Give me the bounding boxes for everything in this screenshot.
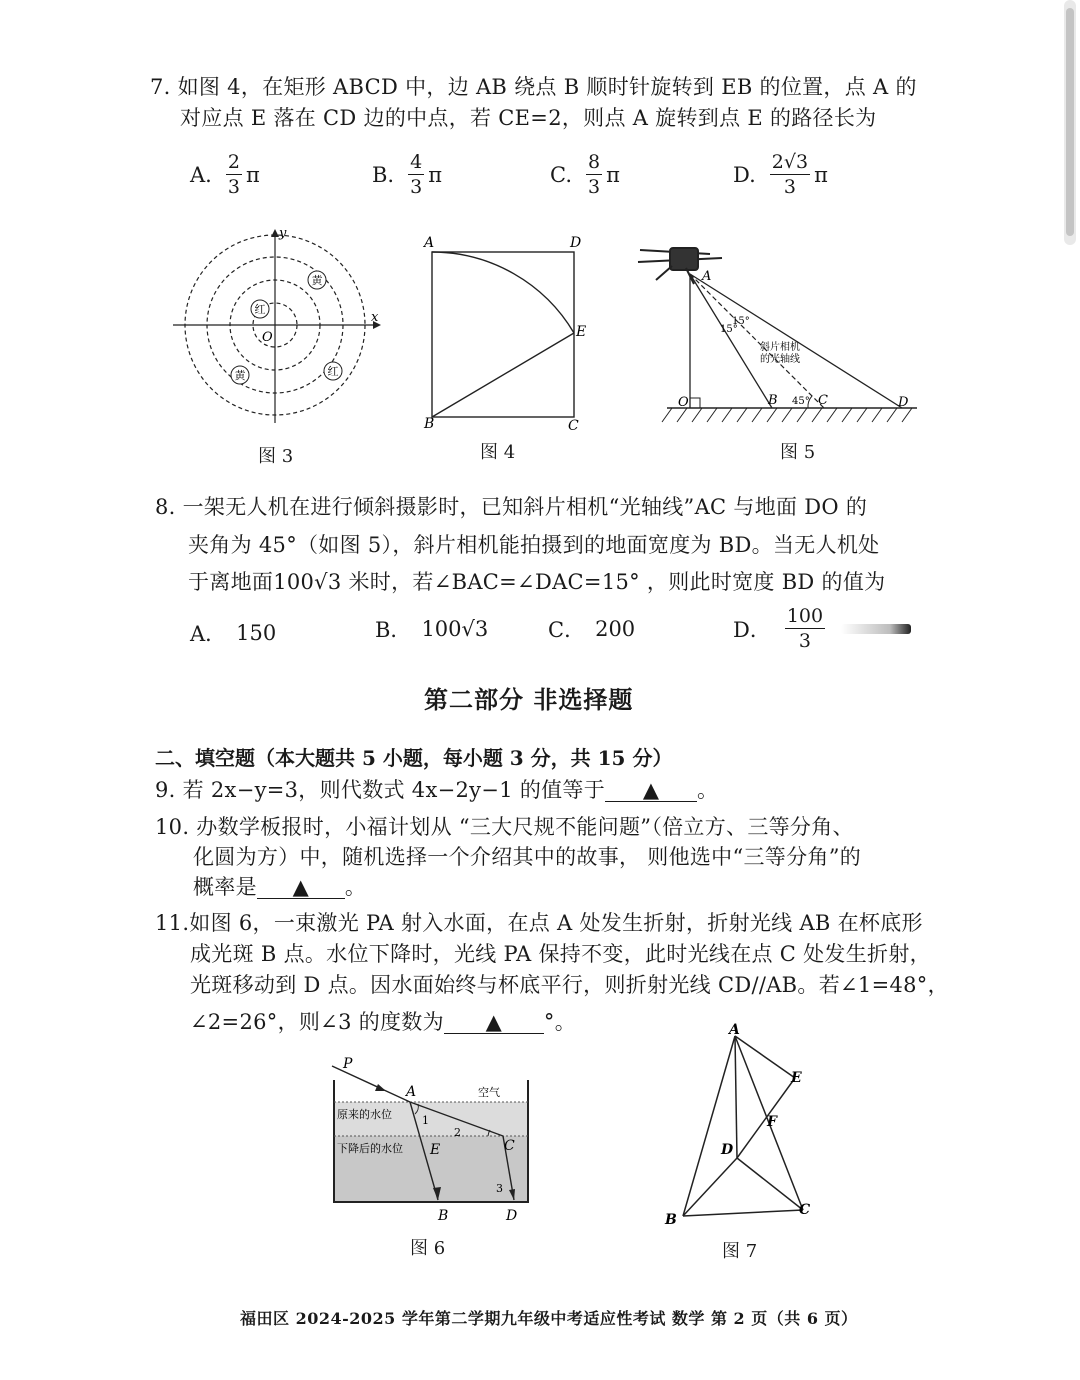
q11-line2: 成光斑 B 点。水位下降时，光线 PA 保持不变，此时光线在点 C 处发生折射， [190,942,931,966]
q8-line2: 夹角为 45°（如图 5），斜片相机能拍摄到的地面宽度为 BD。当无人机处 [188,533,880,557]
figure-3 [165,225,385,425]
section-heading: 二、填空题（本大题共 5 小题，每小题 3 分，共 15 分） [155,746,673,770]
svg-text:C: C [818,393,828,408]
svg-text:D: D [570,235,582,251]
marker-yellow: 黄 [311,274,323,287]
fig5-caption: 图 5 [780,442,816,463]
svg-text:斜片相机: 斜片相机 [760,342,800,353]
svg-text:1: 1 [422,1114,429,1127]
answer-blank[interactable]: ▲ [444,1011,544,1034]
svg-text:x: x [371,310,379,325]
pi-symbol: π [245,162,260,187]
answer-blank[interactable]: ▲ [257,876,345,899]
fraction: $\frac{100}{3}$ [786,605,824,652]
svg-text:E: E [791,1070,802,1086]
svg-text:A: A [406,1084,417,1100]
svg-text:下降后的水位: 下降后的水位 [337,1142,403,1155]
svg-text:A: A [702,269,712,284]
fig6-caption: 图 6 [410,1238,446,1259]
marker-yellow: 黄 [234,369,246,382]
q10-line1: 10. 办数学板报时，小福计划从 “三大尺规不能问题”（倍立方、三等分角、 [155,815,854,839]
answer-blank[interactable]: ▲ [605,779,697,802]
q10-line2: 化圆为方）中，随机选择一个介绍其中的故事， 则他选中“三等分角”的 [193,845,862,869]
svg-text:C: C [568,418,579,432]
svg-text:F: F [767,1114,777,1130]
svg-text:E: E [430,1142,441,1158]
fraction: $\frac{4}{3}$ [410,151,423,198]
svg-text:O: O [262,330,273,345]
figure-7 [655,1020,830,1230]
svg-text:A: A [729,1022,740,1038]
svg-text:15°: 15° [720,324,738,335]
svg-text:O: O [678,395,689,410]
svg-text:B: B [424,416,435,432]
q7-option-b: B. $\frac{4}{3}$ π [372,151,443,198]
figure-6 [318,1050,538,1225]
q7-line2: 对应点 E 落在 CD 边的中点，若 CE=2，则点 A 旋转到点 E 的路径长为 [180,106,877,130]
q9: 9. 若 2x−y=3，则代数式 4x−2y−1 的值等于 ▲ 。 [155,778,719,802]
q7-line1: 7. 如图 4，在矩形 ABCD 中，边 AB 绕点 B 顺时针旋转到 EB 的位置，点 A 的 [150,75,917,99]
part2-heading: 第二部分 非选择题 [424,685,634,714]
svg-text:B: B [438,1208,449,1224]
page-footer: 福田区 2024-2025 学年第二学期九年级中考适应性考试 数学 第 2 页（共 6 页） [240,1309,858,1328]
option-label: A. [190,162,212,187]
q7-option-c: C. $\frac{8}{3}$ π [550,151,620,198]
svg-text:B: B [768,393,778,408]
q11-line3: 光斑移动到 D 点。因水面始终与杯底平行，则折射光线 CD//AB。若∠1=48°， [190,973,949,997]
q8-option-a: A． 150 [190,621,277,646]
q7-option-d: D. $\frac{2√3}{3}$ π [733,151,828,198]
scrollbar-thumb[interactable] [1066,8,1074,236]
svg-text:15°: 15° [732,316,750,327]
svg-text:A: A [424,235,435,251]
figure-4 [418,232,588,432]
fig7-caption: 图 7 [722,1241,758,1262]
svg-text:D: D [506,1208,518,1224]
q8-option-b: B． 100√3 [375,617,489,642]
q11-line4: ∠2=26°，则∠3 的度数为 ▲ °。 [190,1010,577,1034]
svg-text:3: 3 [496,1182,503,1195]
svg-text:y: y [279,226,287,241]
q8-option-d: D． $\frac{100}{3}$ [733,604,911,653]
fig4-caption: 图 4 [480,442,516,463]
marker-red: 红 [254,303,266,316]
svg-text:C: C [504,1138,515,1154]
svg-text:D: D [721,1142,734,1158]
fraction: $\frac{2}{3}$ [227,151,240,198]
fraction: $\frac{2√3}{3}$ [771,151,809,198]
svg-text:P: P [343,1056,353,1072]
q7-option-a [190,150,260,199]
fraction: $\frac{8}{3}$ [588,151,601,198]
q10-line3: 概率是 ▲ 。 [193,875,367,899]
svg-text:D: D [898,395,909,410]
fig3-caption: 图 3 [258,446,294,467]
svg-text:E: E [576,324,587,340]
svg-text:原来的水位: 原来的水位 [337,1108,392,1121]
svg-text:C: C [799,1202,811,1218]
q8-line3: 于离地面100√3 米时，若∠BAC=∠DAC=15° ，则此时宽度 BD 的值为 [188,570,886,594]
svg-text:空气: 空气 [478,1086,500,1099]
q8-line1: 8. 一架无人机在进行倾斜摄影时，已知斜片相机“光轴线”AC 与地面 DO 的 [155,495,868,519]
marker-red: 红 [327,365,339,378]
figure-5 [632,232,922,432]
svg-text:的光轴线: 的光轴线 [760,354,800,365]
q8-option-c: C． 200 [548,617,636,642]
svg-text:45°: 45° [792,396,810,407]
svg-text:2: 2 [454,1126,461,1139]
scan-smudge [841,624,911,634]
q11-line1: 11.如图 6，一束激光 PA 射入水面，在点 A 处发生折射，折射光线 AB 在杯底形 [155,911,923,935]
svg-text:B: B [665,1212,677,1228]
